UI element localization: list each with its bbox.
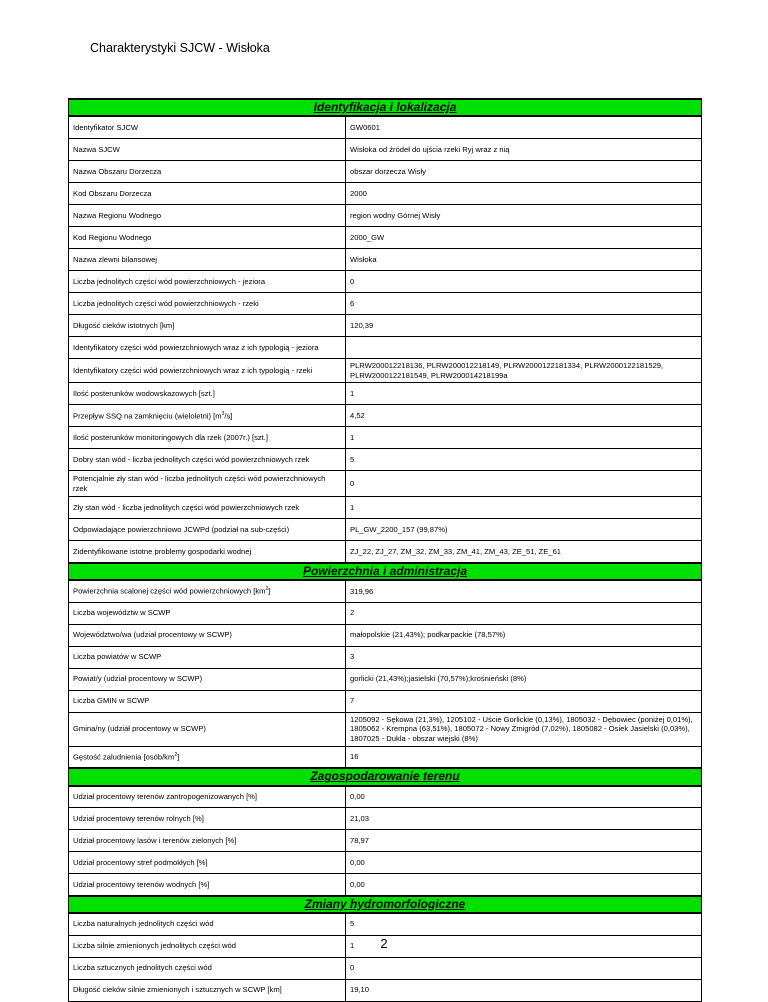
table-row (69, 852, 702, 874)
row-value: 319,96 (346, 580, 702, 602)
row-label: Długość cieków istotnych [km] (69, 314, 346, 336)
row-value: Wisłoka (346, 248, 702, 270)
row-value: 4,52 (346, 405, 702, 427)
row-value: 78,97 (346, 830, 702, 852)
characteristics-document (68, 98, 701, 1002)
characteristics-table (68, 98, 702, 1002)
row-value: ZJ_22, ZJ_27, ZM_32, ZM_33, ZM_41, ZM_43, ZE_51, ZE_61 (346, 541, 702, 563)
row-label: Gmina/ny (udział procentowy w SCWP) (69, 712, 346, 746)
row-label: Zły stan wód - liczba jednolitych części wód powierzchniowych rzek (69, 497, 346, 519)
row-value: 16 (346, 746, 702, 768)
row-value: 120,39 (346, 314, 702, 336)
row-value: 0 (346, 471, 702, 497)
row-value: 2000 (346, 182, 702, 204)
row-value: 0,00 (346, 852, 702, 874)
table-row (69, 786, 702, 808)
table-row (69, 602, 702, 624)
page-number: 2 (380, 936, 388, 951)
row-value: 0,00 (346, 786, 702, 808)
row-value: 1 (346, 497, 702, 519)
table-row (69, 405, 702, 427)
row-label: Nazwa zlewni bilansowej (69, 248, 346, 270)
row-label: Województwo/wa (udział procentowy w SCWP) (69, 624, 346, 646)
row-label: Udział procentowy stref podmokłych [%] (69, 852, 346, 874)
table-row (69, 292, 702, 314)
row-label: Przepływ SSQ na zamknięciu (wieloletni) $[m^3/s]$ (69, 405, 346, 427)
row-label: Potencjalnie zły stan wód - liczba jednolitych części wód powierzchniowych rzek (69, 471, 346, 497)
row-label: Gęstość zaludnienia $[osób/km^2]$ (69, 746, 346, 768)
row-value: region wodny Górnej Wisły (346, 204, 702, 226)
row-label: Powiat/y (udział procentowy w SCWP) (69, 668, 346, 690)
table-row (69, 913, 702, 935)
row-label: Identyfikatory części wód powierzchniowych wraz z ich typologią - jeziora (69, 336, 346, 358)
section-header (69, 563, 702, 580)
table-row (69, 336, 702, 358)
row-value: małopolskie (21,43%); podkarpackie (78,57%) (346, 624, 702, 646)
row-label: Identyfikatory części wód powierzchniowych wraz z ich typologią - rzeki (69, 358, 346, 382)
table-row (69, 668, 702, 690)
table-row (69, 383, 702, 405)
section-header (69, 99, 702, 116)
row-label: Liczba GMIN w SCWP (69, 690, 346, 712)
table-row (69, 519, 702, 541)
row-label: Liczba sztucznych jednolitych części wód (69, 957, 346, 979)
table-row (69, 358, 702, 382)
table-row (69, 226, 702, 248)
section-title: Identyfikacja i lokalizacja (69, 99, 702, 116)
row-label: Ilość posterunków wodowskazowych [szt.] (69, 383, 346, 405)
row-value: PL_GW_2200_157 (99,87%) (346, 519, 702, 541)
table-row (69, 746, 702, 768)
row-label: Udział procentowy terenów wodnych [%] (69, 874, 346, 896)
table-row (69, 497, 702, 519)
section-title: Zagospodarowanie terenu (69, 768, 702, 785)
row-label: Kod Regionu Wodnego (69, 226, 346, 248)
page-header-title: Charakterystyki SJCW - Wisłoka (90, 41, 270, 55)
row-value: 0,00 (346, 874, 702, 896)
table-row (69, 427, 702, 449)
row-label: Odpowiadające powierzchniowo JCWPd (podział na sub-części) (69, 519, 346, 541)
table-row (69, 160, 702, 182)
row-value: 1205092 - Sękowa (21,3%), 1205102 - Uście Gorlickie (0,13%), 1805032 - Dębowiec (poniżej 0,01%), 1805062 - Krempna (63,51%), 1805072 - Nowy Żmigród (7,02%), 1805082 - Osiek Jasielski (0,03%), 1807025 - Dukla - obszar wiejski (8%) (346, 712, 702, 746)
table-row (69, 314, 702, 336)
row-value: PLRW200012218136, PLRW200012218149, PLRW2000122181334, PLRW2000122181529, PLRW2000122181549, PLRW200014218199a (346, 358, 702, 382)
table-row (69, 624, 702, 646)
row-value: 1 (346, 427, 702, 449)
row-label: Dobry stan wód - liczba jednolitych części wód powierzchniowych rzek (69, 449, 346, 471)
table-row (69, 979, 702, 1001)
row-label: Nazwa SJCW (69, 138, 346, 160)
row-label: Zidentyfikowane istotne problemy gospodarki wodnej (69, 541, 346, 563)
row-value (346, 336, 702, 358)
row-label: Nazwa Obszaru Dorzecza (69, 160, 346, 182)
row-value: gorlicki (21,43%);jasielski (70,57%);krośnieński (8%) (346, 668, 702, 690)
table-row (69, 248, 702, 270)
table-row (69, 449, 702, 471)
table-row (69, 690, 702, 712)
row-value: Wisłoka od źródeł do ujścia rzeki Ryj wraz z nią (346, 138, 702, 160)
table-row (69, 646, 702, 668)
row-value: GW0601 (346, 116, 702, 138)
row-label: Liczba jednolitych części wód powierzchniowych - rzeki (69, 292, 346, 314)
row-label: Długość cieków silnie zmienionych i sztucznych w SCWP [km] (69, 979, 346, 1001)
table-row (69, 182, 702, 204)
section-title: Powierzchnia i administracja (69, 563, 702, 580)
section-header (69, 896, 702, 913)
row-label: Liczba naturalnych jednolitych części wód (69, 913, 346, 935)
row-label: Liczba województw w SCWP (69, 602, 346, 624)
table-row (69, 712, 702, 746)
table-row (69, 580, 702, 602)
section-title: Zmiany hydromorfologiczne (69, 896, 702, 913)
row-value: obszar dorzecza Wisły (346, 160, 702, 182)
table-row (69, 471, 702, 497)
row-value: 2000_GW (346, 226, 702, 248)
row-value: 2 (346, 602, 702, 624)
row-value: 5 (346, 449, 702, 471)
row-label: Liczba jednolitych części wód powierzchniowych - jeziora (69, 270, 346, 292)
table-row (69, 270, 702, 292)
table-row (69, 138, 702, 160)
row-label: Udział procentowy terenów rolnych [%] (69, 808, 346, 830)
row-value: 6 (346, 292, 702, 314)
row-label: Powierzchnia scalonej części wód powierzchniowych $[km^2]$ (69, 580, 346, 602)
row-label: Udział procentowy terenów zantropogenizowanych [%] (69, 786, 346, 808)
table-row (69, 830, 702, 852)
row-value: 21,03 (346, 808, 702, 830)
table-row (69, 204, 702, 226)
row-value: 3 (346, 646, 702, 668)
row-label: Liczba silnie zmienionych jednolitych części wód (69, 935, 346, 957)
table-row (69, 874, 702, 896)
row-value: 0 (346, 270, 702, 292)
row-label: Ilość posterunków monitoringowych dla rzek (2007r.) [szt.] (69, 427, 346, 449)
section-header (69, 768, 702, 785)
row-label: Kod Obszaru Dorzecza (69, 182, 346, 204)
table-row (69, 116, 702, 138)
row-value: 1 (346, 383, 702, 405)
row-label: Liczba powiatów w SCWP (69, 646, 346, 668)
table-row (69, 541, 702, 563)
row-label: Nazwa Regionu Wodnego (69, 204, 346, 226)
row-value: 0 (346, 957, 702, 979)
row-value: 1 (346, 935, 702, 957)
row-value: 19,10 (346, 979, 702, 1001)
row-value: 7 (346, 690, 702, 712)
row-label: Udział procentowy lasów i terenów zielonych [%] (69, 830, 346, 852)
table-row (69, 808, 702, 830)
row-label: Identyfikator SJCW (69, 116, 346, 138)
table-row (69, 957, 702, 979)
row-value: 5 (346, 913, 702, 935)
